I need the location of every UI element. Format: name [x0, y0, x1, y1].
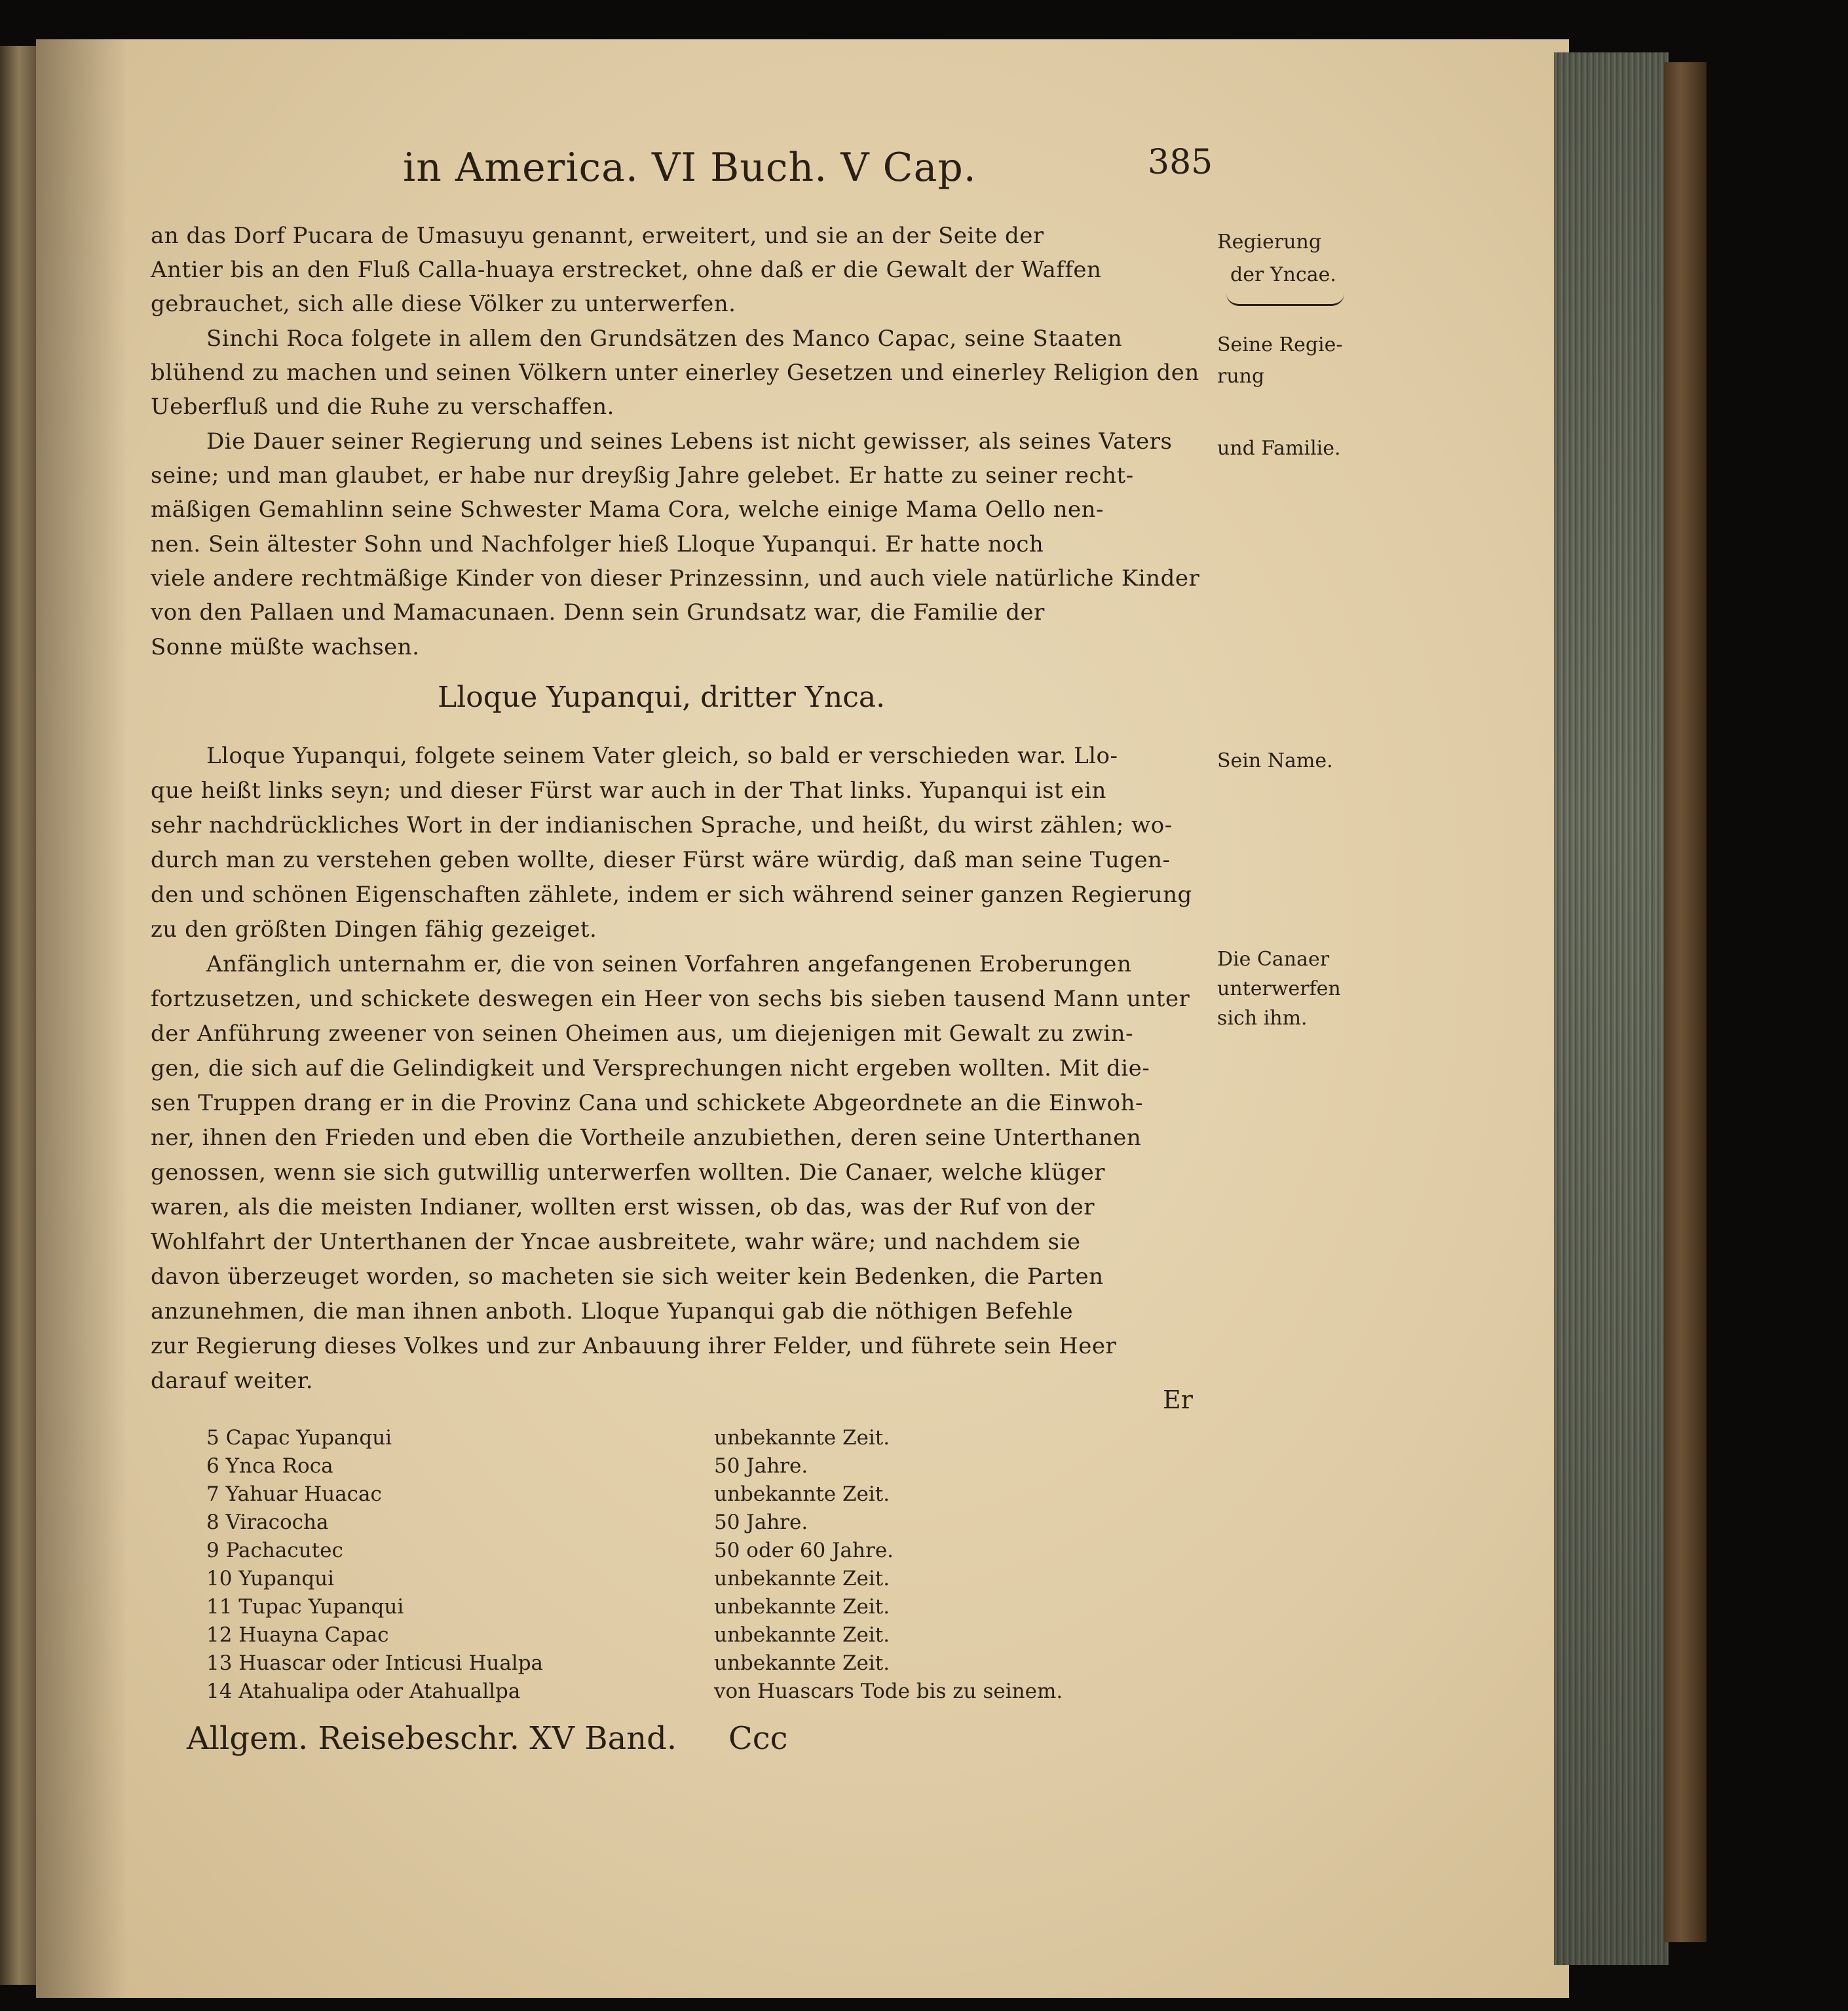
body-line: darauf weiter. — [151, 1368, 314, 1394]
previous-page-edge — [0, 46, 38, 1985]
margin-note: unterwerfen — [1217, 977, 1341, 1000]
section-heading: Lloque Yupanqui, dritter Ynca. — [438, 681, 886, 714]
body-line: Anfänglich unternahm er, die von seinen Vorfahren angefangenen Eroberungen — [206, 951, 1132, 977]
body-line: gen, die sich auf die Gelindigkeit und Versprechungen nicht ergeben wollten. Mit die- — [151, 1055, 1150, 1081]
list-item-name: 13 Huascar oder Inticusi Hualpa — [206, 1651, 544, 1675]
body-line: zur Regierung dieses Volkes und zur Anbauung ihrer Felder, und führete sein Heer — [151, 1333, 1117, 1359]
body-line: den und schönen Eigenschaften zählete, indem er sich während seiner ganzen Regierung — [151, 882, 1192, 908]
body-line: que heißt links seyn; und dieser Fürst war auch in der That links. Yupanqui ist ein — [151, 778, 1106, 804]
list-item-value: 50 Jahre. — [714, 1454, 808, 1478]
list-item-value: unbekannte Zeit. — [714, 1595, 890, 1619]
body-line: blühend zu machen und seinen Völkern unter einerley Gesetzen und einerley Religion den — [151, 360, 1199, 386]
book-cover-edge — [1664, 62, 1707, 1942]
list-item-value: 50 Jahre. — [714, 1511, 808, 1534]
margin-note: Seine Regie- — [1217, 333, 1343, 356]
list-item-name: 5 Capac Yupanqui — [206, 1426, 392, 1450]
body-line: von den Pallaen und Mamacunaen. Denn sein Grundsatz war, die Familie der — [151, 599, 1045, 626]
body-line: seine; und man glaubet, er habe nur dreyßig Jahre gelebet. Er hatte zu seiner recht- — [151, 462, 1134, 489]
list-item-name: 6 Ynca Roca — [206, 1454, 333, 1478]
margin-brace — [1226, 293, 1344, 306]
body-line: an das Dorf Pucara de Umasuyu genannt, erweitert, und sie an der Seite der — [151, 223, 1044, 249]
body-line: fortzusetzen, und schickete deswegen ein Heer von sechs bis sieben tausend Mann unter — [151, 986, 1190, 1012]
body-line: viele andere rechtmäßige Kinder von dieser Prinzessinn, und auch viele natürliche Kinder — [151, 565, 1200, 592]
list-item-name: 14 Atahualipa oder Atahuallpa — [206, 1680, 521, 1703]
list-item-value: unbekannte Zeit. — [714, 1482, 890, 1506]
signature-mark: Ccc — [728, 1720, 788, 1757]
body-line: gebrauchet, sich alle diese Völker zu unterwerfen. — [151, 291, 736, 317]
body-line: Ueberfluß und die Ruhe zu verschaffen. — [151, 394, 614, 420]
body-line: ner, ihnen den Frieden und eben die Vortheile anzubiethen, deren seine Unterthanen — [151, 1125, 1142, 1151]
body-line: mäßigen Gemahlinn seine Schwester Mama Cora, welche einige Mama Oello nen- — [151, 497, 1104, 523]
list-item-name: 11 Tupac Yupanqui — [206, 1595, 404, 1619]
body-line: zu den größten Dingen fähig gezeiget. — [151, 916, 597, 943]
body-line: Sinchi Roca folgete in allem den Grundsätzen des Manco Capac, seine Staaten — [206, 326, 1123, 352]
list-item-value: von Huascars Tode bis zu seinem. — [714, 1680, 1063, 1703]
body-line: waren, als die meisten Indianer, wollten erst wissen, ob das, was der Ruf von der — [151, 1194, 1095, 1220]
body-line: sen Truppen drang er in die Provinz Cana und schickete Abgeordnete an die Einwoh- — [151, 1090, 1143, 1116]
margin-note: Die Canaer — [1217, 948, 1330, 971]
body-line: Lloque Yupanqui, folgete seinem Vater gleich, so bald er verschieden war. Llo- — [206, 743, 1118, 769]
page-number: 385 — [1148, 143, 1213, 182]
margin-note: der Yncae. — [1230, 263, 1336, 286]
running-title: in America. VI Buch. V Cap. — [403, 145, 977, 191]
list-item-value: 50 oder 60 Jahre. — [714, 1539, 894, 1562]
body-line: Antier bis an den Fluß Calla-huaya erstrecket, ohne daß er die Gewalt der Waffen — [151, 257, 1102, 283]
margin-note: rung — [1217, 365, 1265, 388]
body-line: sehr nachdrückliches Wort in der indianischen Sprache, und heißt, du wirst zählen; wo- — [151, 812, 1173, 838]
body-line: anzunehmen, die man ihnen anboth. Lloque Yupanqui gab die nöthigen Befehle — [151, 1298, 1074, 1325]
body-line: Wohlfahrt der Unterthanen der Yncae ausbreitete, wahr wäre; und nachdem sie — [151, 1229, 1081, 1255]
list-item-name: 9 Pachacutec — [206, 1539, 343, 1562]
body-line: der Anführung zweener von seinen Oheimen aus, um diejenigen mit Gewalt zu zwin- — [151, 1021, 1134, 1047]
body-line: Sonne müßte wachsen. — [151, 634, 420, 660]
list-item-value: unbekannte Zeit. — [714, 1651, 890, 1675]
list-item-name: 10 Yupanqui — [206, 1567, 335, 1590]
list-item-name: 8 Viracocha — [206, 1511, 329, 1534]
margin-note: Regierung — [1217, 231, 1322, 254]
list-item-value: unbekannte Zeit. — [714, 1426, 890, 1450]
body-line: durch man zu verstehen geben wollte, dieser Fürst wäre würdig, daß man seine Tugen- — [151, 847, 1171, 873]
catchword: Er — [1163, 1385, 1193, 1414]
list-item-name: 7 Yahuar Huacac — [206, 1482, 382, 1506]
signature-title: Allgem. Reisebeschr. XV Band. — [187, 1720, 677, 1757]
list-item-value: unbekannte Zeit. — [714, 1567, 890, 1590]
fore-edge-shade — [1554, 52, 1669, 1965]
gutter-shadow — [36, 39, 128, 1998]
margin-note: und Familie. — [1217, 437, 1341, 460]
body-line: Die Dauer seiner Regierung und seines Lebens ist nicht gewisser, als seines Vaters — [206, 428, 1173, 455]
body-line: nen. Sein ältester Sohn und Nachfolger hieß Lloque Yupanqui. Er hatte noch — [151, 531, 1044, 557]
margin-note: Sein Name. — [1217, 749, 1333, 772]
list-item-name: 12 Huayna Capac — [206, 1623, 389, 1647]
list-item-value: unbekannte Zeit. — [714, 1623, 890, 1647]
margin-note: sich ihm. — [1217, 1007, 1308, 1030]
body-line: genossen, wenn sie sich gutwillig unterwerfen wollten. Die Canaer, welche klüger — [151, 1159, 1106, 1186]
body-line: davon überzeuget worden, so macheten sie sich weiter kein Bedenken, die Parten — [151, 1264, 1104, 1290]
